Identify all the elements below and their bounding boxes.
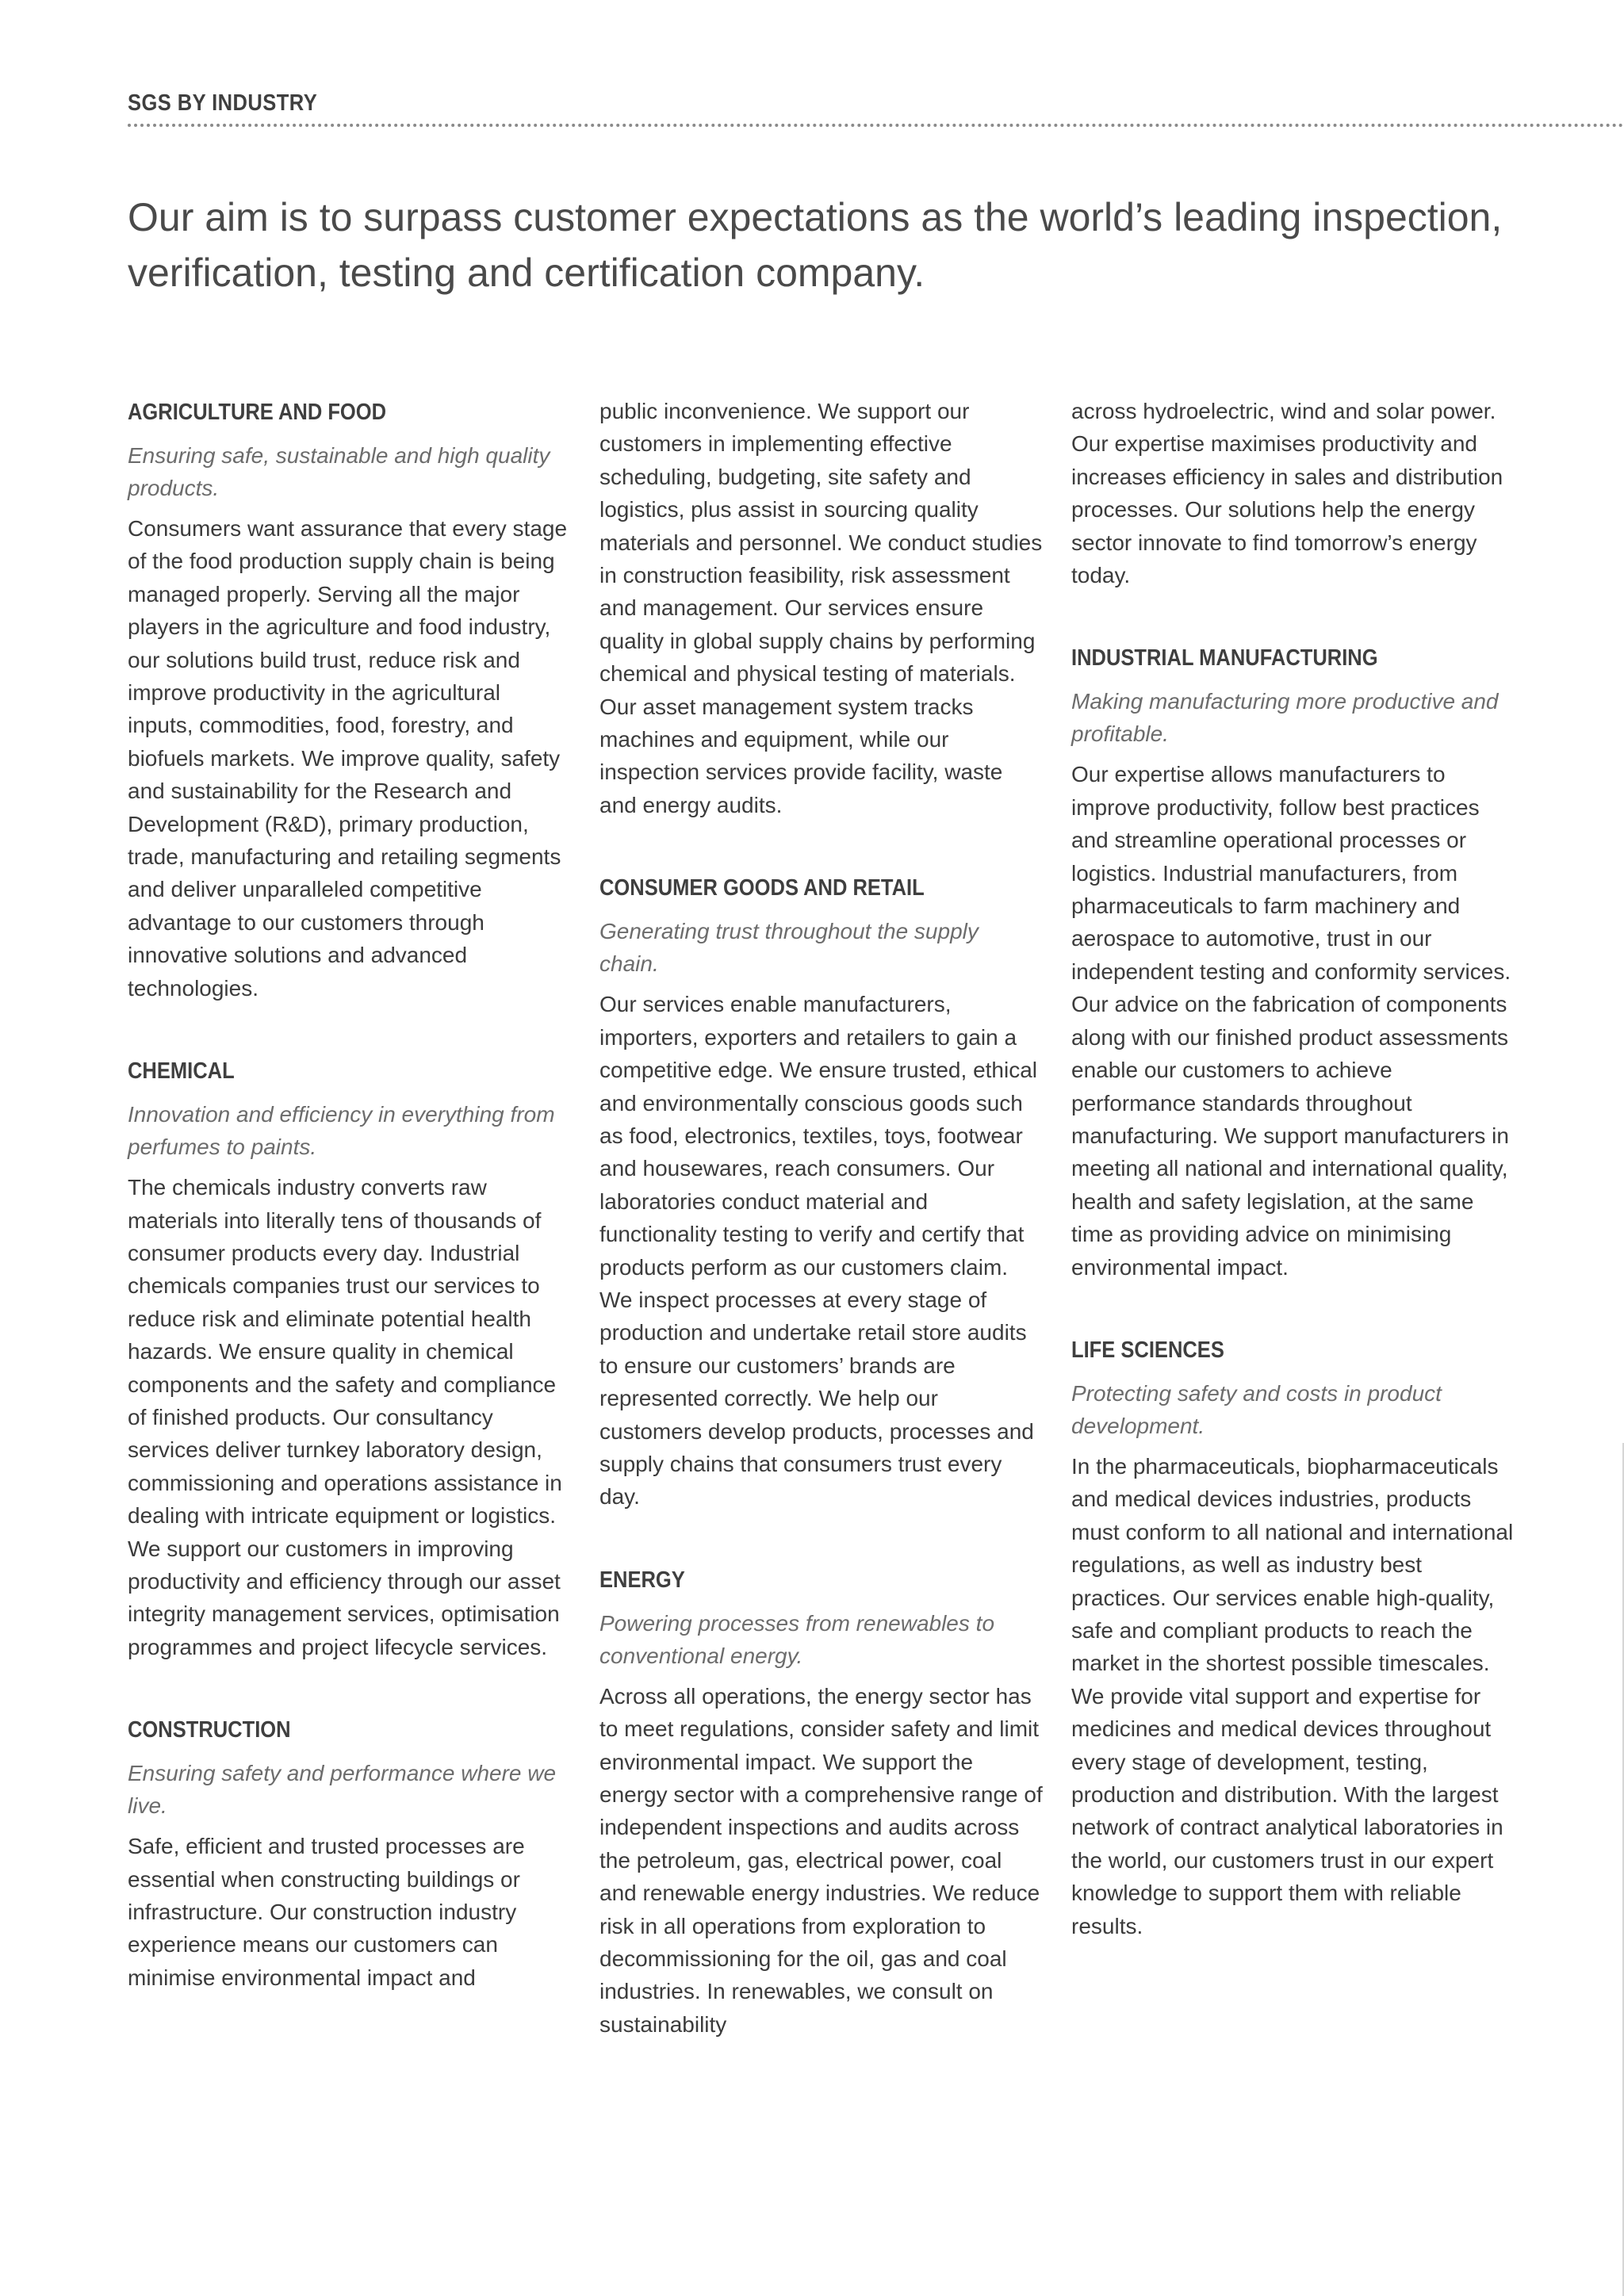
page-tagline: Our aim is to surpass customer expectations as the world’s leading inspection, verification, testing and certification company. — [128, 194, 1503, 295]
industry-subtitle: Generating trust throughout the supply chain. — [599, 919, 979, 977]
industry-body: Safe, efficient and trusted processes are essential when constructing buildings or infrastructure. Our construction industry experience means our customers can minimise environmental impact and — [128, 1834, 525, 1990]
industry-subtitle: Making manufacturing more productive and profitable. — [1071, 689, 1499, 747]
industry-body: Across all operations, the energy sector has to meet regulations, consider safety and limit environmental impact. We support the energy sector with a comprehensive range of independent inspections and audits across the petroleum, gas, electrical power, coal and renewable energy industries. We reduce risk in all operations from exploration to decommissioning for the oil, gas and coal industries. In renewables, we consult on sustainability — [599, 1683, 1043, 2037]
industry-body: across hydroelectric, wind and solar power. Our expertise maximises productivity and increases efficiency in sales and distribution processes. Our solutions help the energy sector innovate to find tomorrow’s energy today. — [1071, 399, 1503, 588]
industry-title: AGRICULTURE AND FOOD — [128, 400, 387, 425]
industry-construction — [128, 1712, 572, 1994]
industry-title: LIFE SCIENCES — [1071, 1337, 1224, 1363]
dotted-divider — [128, 124, 1624, 127]
industry-body: The chemicals industry converts raw materials into literally tens of thousands of consumer products every day. Industrial chemicals companies trust our services to reduce risk and eliminate potential health hazards. We ensure quality in chemical components and the safety and compliance of finished products. Our consultancy services deliver turnkey laboratory design, commissioning and operations assistance in dealing with intricate equipment or logistics. We support our customers in improving productivity and efficiency through our asset integrity management services, optimisation programmes and project lifecycle services. — [128, 1175, 562, 1659]
industry-subtitle: Innovation and efficiency in everything from perfumes to paints. — [128, 1102, 555, 1160]
industry-title: INDUSTRIAL MANUFACTURING — [1071, 645, 1378, 672]
industry-title: CHEMICAL — [128, 1058, 235, 1085]
page-header — [128, 89, 1624, 127]
industry-consumer-goods-and-retail — [599, 871, 1044, 1513]
industry-life-sciences — [1071, 1333, 1515, 1942]
industry-construction-continued — [599, 395, 1044, 821]
industry-body: Consumers want assurance that every stage of the food production supply chain is being managed properly. Serving all the major players in the agriculture and food industry, our solutions build trust, reduce risk and improve productivity in the agricultural inputs, commodities, food, forestry, and biofuels markets. We improve quality, safety and sustainability for the Research and Development (R&D), primary production, trade, manufacturing and retailing segments and deliver unparalleled competitive advantage to our customers through innovative solutions and advanced technologies. — [128, 516, 568, 1001]
section-label: SGS BY INDUSTRY — [128, 90, 318, 116]
industry-title: CONSTRUCTION — [128, 1717, 291, 1743]
column-1 — [128, 395, 572, 2043]
industry-body: Our services enable manufacturers, importers, exporters and retailers to gain a competitive edge. We ensure trusted, ethical and environmentally conscious goods such as food, electronics, textiles, toys, footwear and housewares, reach consumers. Our laboratories conduct material and functionality testing to verify and certify that products perform as our customers claim. We inspect processes at every stage of production and undertake retail store audits to ensure our customers’ brands are represented correctly. We help our customers develop products, processes and supply chains that consumers trust every day. — [599, 992, 1038, 1510]
industry-energy — [599, 1563, 1044, 2041]
industry-title: ENERGY — [599, 1567, 685, 1593]
column-2 — [599, 395, 1044, 2090]
industry-subtitle: Ensuring safety and performance where we live. — [128, 1761, 557, 1819]
industry-body: In the pharmaceuticals, biopharmaceuticals and medical devices industries, products must conform to all national and international regulations, as well as industry best practices. Our services enable high-quality, safe and compliant products to reach the market in the shortest possible timescales. We provide vital support and expertise for medicines and medical devices throughout every stage of development, testing, production and distribution. With the largest network of contract analytical laboratories in the world, our customers trust in our expert knowledge to support them with reliable results. — [1071, 1453, 1514, 1938]
industry-subtitle: Ensuring safe, sustainable and high quality products. — [128, 443, 550, 500]
industry-title: CONSUMER GOODS AND RETAIL — [599, 875, 925, 901]
industry-subtitle: Protecting safety and costs in product development. — [1071, 1380, 1442, 1438]
industry-body: Our expertise allows manufacturers to improve productivity, follow best practices and streamline operational processes or logistics. Industrial manufacturers, from pharmaceuticals to farm machinery and aerospace to automotive, trust in our independent testing and conformity services. Our advice on the fabrication of components along with our finished product assessments enable our customers to achieve performance standards throughout manufacturing. We support manufacturers in meeting all national and international quality, health and safety legislation, at the same time as providing advice on minimising environmental impact. — [1071, 762, 1511, 1280]
industry-agriculture-and-food — [128, 395, 572, 1004]
industry-subtitle: Powering processes from renewables to conventional energy. — [599, 1610, 995, 1668]
industry-chemical — [128, 1054, 572, 1663]
column-3 — [1071, 395, 1515, 1992]
industry-energy-continued — [1071, 395, 1515, 591]
industry-body: public inconvenience. We support our customers in implementing effective scheduling, budgeting, site safety and logistics, plus assist in sourcing quality materials and personnel. We conduct studies in construction feasibility, risk assessment and management. Our services ensure quality in global supply chains by performing chemical and physical testing of materials. Our asset management system tracks machines and equipment, while our inspection services provide facility, waste and energy audits. — [599, 399, 1043, 817]
industry-industrial-manufacturing — [1071, 641, 1515, 1284]
